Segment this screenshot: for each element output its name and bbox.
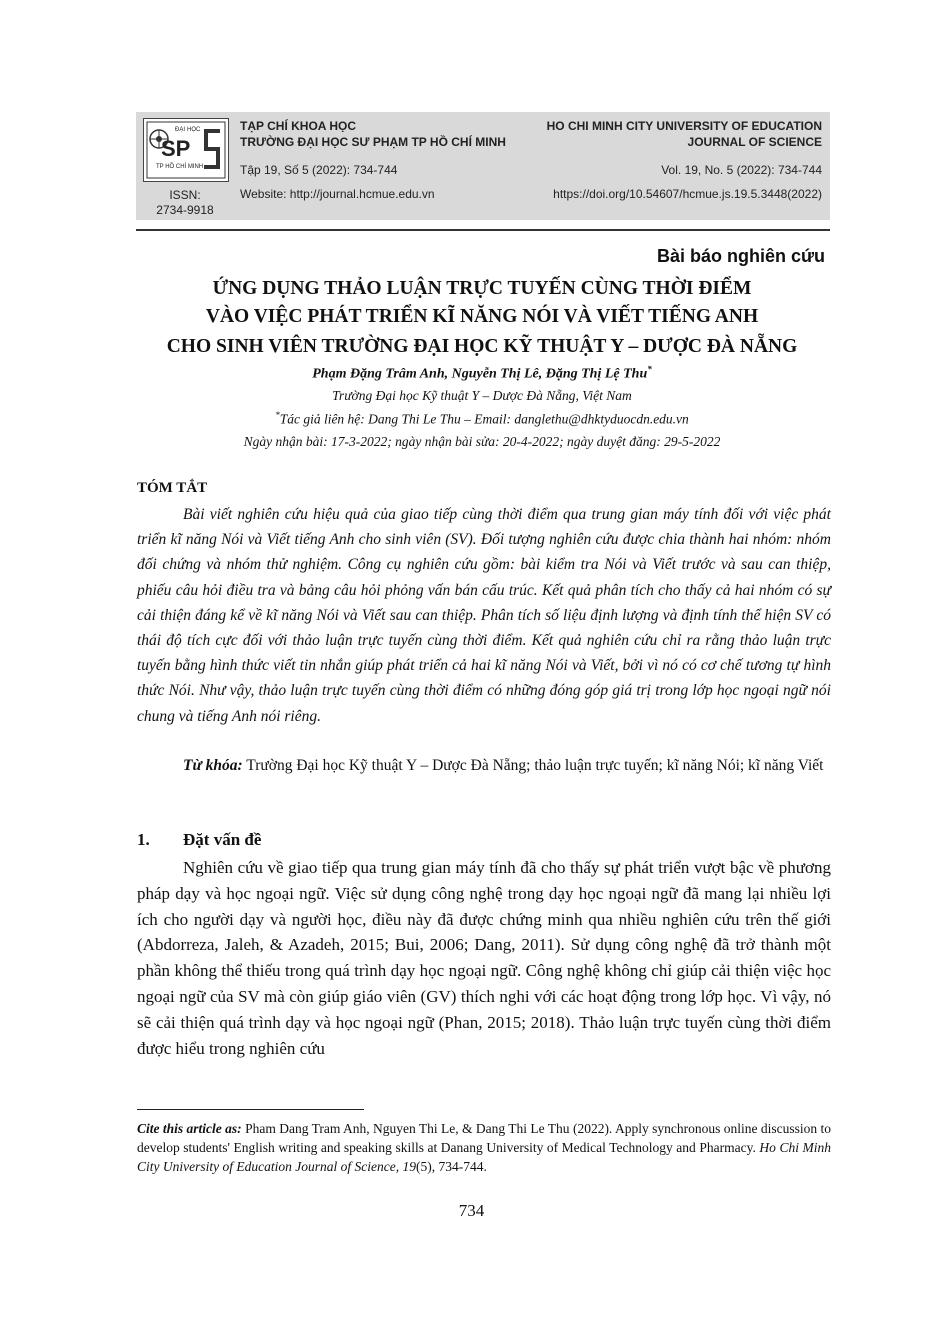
section-number: 1. [137, 830, 150, 849]
abstract-text: Bài viết nghiên cứu hiệu quả của giao tiếp cùng thời điểm qua trung gian máy tính đối với việc phát triển kĩ năng Nói và Viết tiếng Anh cho sinh viên (SV). Đối tượng nghiên cứu được chia thành hai nhóm: nhóm đối chứng và nhóm thử nghiệm. Công cụ nghiên cứu gồm: bài kiểm tra Nói và Viết trước và sau can thiệp, phiếu câu hỏi điều tra và bảng câu hỏi phỏng vấn bán cấu trúc. Kết quả phân tích cho thấy cả hai nhóm có sự cải thiện đáng kể về kĩ năng Nói và Viết sau can thiệp. Phân tích số liệu định lượng và định tính thể hiện SV có thái độ tích cực đối với thảo luận trực tuyến cùng thời điểm. Kết quả nghiên cứu chỉ ra rằng thảo luận trực tuyến bằng hình thức viết tin nhắn giúp phát triển cả hai kĩ năng Nói và Viết, bởi vì nó có cơ chế tương tự hình thức Nói. Như vậy, thảo luận trực tuyến cùng thời điểm có những đóng góp giá trị trong lớp học ngoại ngữ nói chung và tiếng Anh nói riêng. [137, 506, 831, 725]
citation-journal: Ho Chi Minh City University of Education Journal of Science, 19 [137, 1140, 831, 1174]
corresponding-mark: * [275, 410, 280, 420]
keywords-label: Từ khóa: [183, 757, 243, 774]
section-body: Nghiên cứu về giao tiếp qua trung gian máy tính đã cho thấy sự phát triển vượt bậc về phương pháp dạy và học ngoại ngữ. Việc sử dụng công nghệ trong dạy học ngoại ngữ đã mang lại nhiều lợi ích cho người dạy và người học, điều này đã được chứng minh qua nhiều nghiên cứu trên thế giới (Abdorreza, Jaleh, & Azadeh, 2015; Bui, 2006; Dang, 2011). Sử dụng công nghệ đã trở thành một phần không thể thiếu trong quá trình dạy học ngoại ngữ. Công nghệ không chỉ giúp cải thiện việc học ngoại ngữ của SV mà còn giúp giáo viên (GV) thích nghi với các hoạt động trong lớp học. Vì vậy, nó sẽ cải thiện quá trình dạy và học ngoại ngữ (Phan, 2015; 2018). Thảo luận trực tuyến cùng thời điểm được hiểu trong nghiên cứu [137, 858, 831, 1058]
journal-name-vn: TẠP CHÍ KHOA HỌC [240, 119, 357, 133]
corresponding-author [120, 410, 844, 428]
logo-line-1: ĐẠI [175, 127, 186, 133]
journal-website[interactable]: Website: http://journal.hcmue.edu.vn [240, 187, 435, 201]
university-logo [143, 118, 229, 182]
citation-pages: (5), 734-744. [415, 1159, 487, 1174]
received-dates: Ngày nhận bài: 17-3-2022; ngày nhận bài sửa: 20-4-2022; ngày duyệt đăng: 29-5-2022 [243, 434, 721, 449]
volume-en: Vol. 19, No. 5 (2022): 734-744 [661, 163, 822, 177]
title-line-2: VÀO VIỆC PHÁT TRIỂN KĨ NĂNG NÓI VÀ VIẾT TIẾNG ANH [205, 306, 759, 327]
section-heading: Đặt vấn đề [183, 830, 262, 849]
university-name-vn: TRƯỜNG ĐẠI HỌC SƯ PHẠM TP HỒ CHÍ MINH [240, 135, 506, 149]
keywords-text: Trường Đại học Kỹ thuật Y – Dược Đà Nẵng; thảo luận trực tuyến; kĩ năng Nói; kĩ năng Viết [246, 757, 824, 774]
title-line-3: CHO SINH VIÊN TRƯỜNG ĐẠI HỌC KỸ THUẬT Y – DƯỢC ĐÀ NẴNG [166, 336, 798, 357]
volume-vn: Tập 19, Số 5 (2022): 734-744 [240, 163, 398, 177]
issn-number: 2734-9918 [156, 203, 214, 217]
logo-line-2: HỌC [187, 127, 201, 133]
university-name-en: HO CHI MINH CITY UNIVERSITY OF EDUCATION [546, 119, 822, 133]
logo-line-3: TP HỒ CHÍ MINH [156, 164, 204, 170]
citation-footnote [137, 1119, 831, 1176]
page-number: 734 [458, 1201, 485, 1220]
journal-name-en: JOURNAL OF SCIENCE [687, 135, 822, 149]
footnote-divider [137, 1109, 364, 1110]
citation-label: Cite this article as: [137, 1121, 242, 1136]
logo-text: SP [161, 136, 191, 161]
corresponding-text: Tác giả liên hệ: Dang Thi Le Thu – Email: danglethu@dhktyduocdn.edu.vn [279, 411, 689, 427]
authors-names: Phạm Đặng Trâm Anh, Nguyễn Thị Lê, Đặng Thị Lệ Thu [312, 366, 648, 382]
issn-block [140, 188, 230, 218]
header-divider [136, 229, 830, 231]
keywords [137, 753, 831, 778]
affiliation: Trường Đại học Kỹ thuật Y – Dược Đà Nẵng, Việt Nam [332, 388, 632, 403]
title-line-1: ỨNG DỤNG THẢO LUẬN TRỰC TUYẾN CÙNG THỜI ĐIỂM [212, 278, 752, 299]
article-type: Bài báo nghiên cứu [656, 246, 825, 266]
issn-label: ISSN: [169, 188, 201, 202]
citation-text: Pham Dang Tram Anh, Nguyen Thi Le, & Dang Thi Le Thu (2022). Apply synchronous online discussion to develop students' English writing and speaking skills at Danang University of Medical Technology and Pharmacy. [137, 1121, 831, 1155]
abstract-heading: TÓM TẮT [137, 480, 208, 496]
authors [120, 364, 844, 383]
authors-mark: * [647, 364, 652, 374]
doi-link[interactable]: https://doi.org/10.54607/hcmue.js.19.5.3448(2022) [553, 187, 822, 201]
